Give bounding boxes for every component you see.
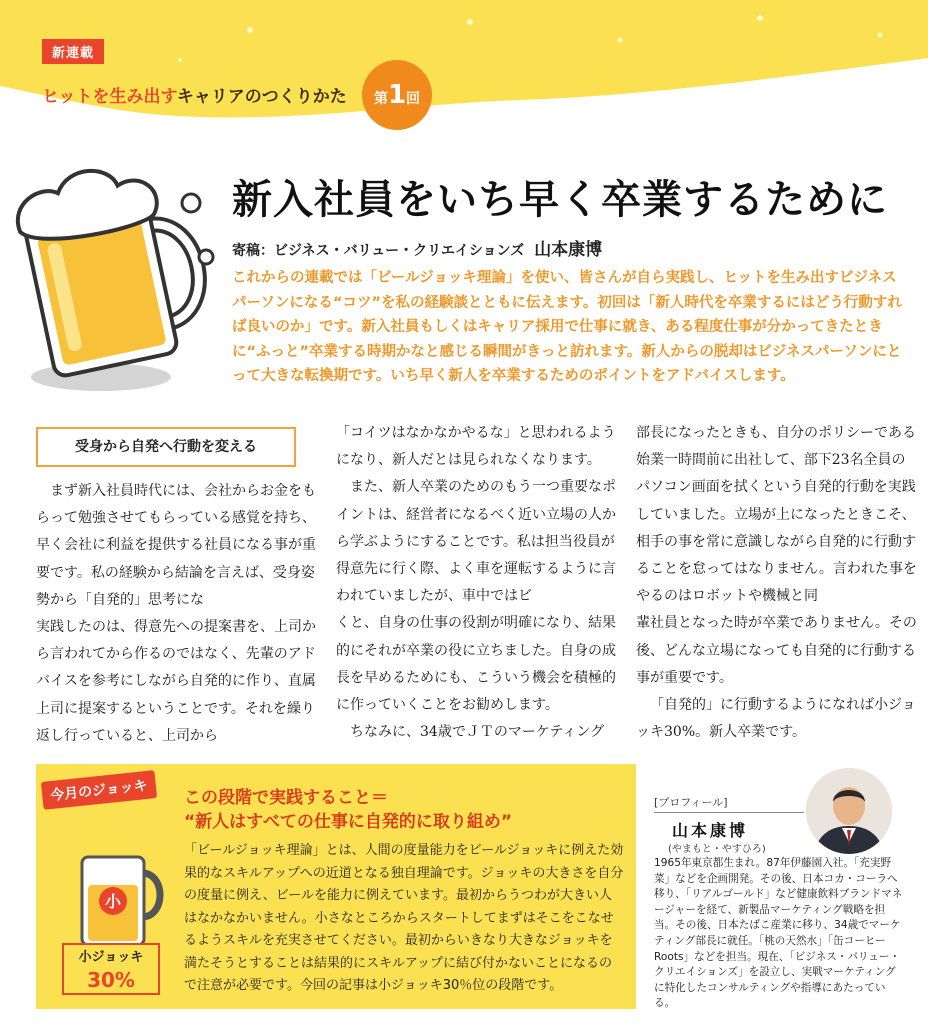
body-paragraph: まず新入社員時代には、会社からお金をもらって勉強させてもらっている感覚を持ち、早く会社に利益を提供する社員になる事が重要です。私の経験から結論を言えば、受身姿勢から「自発的」思考にな [36, 483, 316, 608]
issue-number-badge [362, 60, 432, 130]
lead-paragraph: これからの連載では「ビールジョッキ理論」を使い、皆さんが自ら実践し、ヒットを生み出すビジネスパーソンになる“コツ”を私の経験談とともに伝えます。初回は「新人時代を卒業するにはどう行動すれば良いのか」です。新入社員もしくはキャリア採用で仕事に就き、ある程度仕事が分かってきたときに“ふっと”卒業する時期かなと感じる瞬間がきっと訪れます。新人からの脱却はビジネスパーソンにとって大きな転換期です。いち早く新人を卒業するためのポイントをアドバイスします。 [232, 270, 902, 384]
jockey-heading [184, 786, 624, 834]
profile-reading: (やまもと・やすひろ) [668, 844, 766, 855]
beer-mug-illustration [6, 145, 221, 400]
profile-divider [654, 812, 804, 813]
issue-suffix: 回 [406, 91, 421, 107]
profile-label: [プロフィール] [654, 796, 728, 809]
series-title-highlight: ヒットを生み出す [42, 87, 177, 107]
issue-number: 1 [387, 80, 407, 110]
jockey-heading-line1: この段階で実践すること＝ [184, 788, 388, 808]
byline-label: 寄稿：ビジネス・バリュー・クリエイションズ [232, 243, 525, 259]
author-photo [806, 768, 892, 854]
article-title: 新入社員をいち早く卒業するために [232, 177, 888, 223]
body-paragraph: 実践したのは、得意先への提案書を、上司から言われてから作るのではなく、先輩のアドバイスを参考にしながら自発的に作り、直属上司に提案するということです。それを繰り返し行っていると、上司から [36, 619, 316, 744]
profile-name: 山本康博 [672, 821, 749, 840]
mug-emblem-text: 小 [104, 892, 122, 911]
body-paragraph: 部長になったときも、自分のポリシーである始業一時間前に出社して、部下23名全員のパソコン画面を拭くという自発的行動を実践していました。立場が上になったときこそ、相手の事を常に意識しながら自発的に行動することを怠ってはなりません。言われた事をやるのはロボットや機械と同 [636, 425, 917, 605]
body-column-3 [636, 420, 918, 746]
author-name: 山本康博 [534, 240, 603, 260]
mug-percent: 30% [87, 968, 135, 992]
body-paragraph: 「自発的」に行動するようになれば小ジョッキ30%。新人卒業です。 [636, 697, 916, 741]
body-column-2 [336, 420, 618, 746]
body-paragraph: くと、自身の仕事の役割が明確になり、結果的にそれが卒業の役に立ちました。自身の成長を早めるためにも、こういう機会を積極的に作っていくことをお勧めします。 [336, 615, 616, 714]
header-wave [0, 0, 928, 140]
series-badge: 新連載 [42, 39, 104, 64]
mug-label-text: 小ジョッキ [78, 950, 144, 965]
mug-size-label [62, 943, 160, 995]
profile-bio: 1965年東京都生まれ。87年伊藤園入社。「充実野菜」などを企画開発。その後、日本コカ・コーラへ移り、「リアルゴールド」など健康飲料ブランドマネージャーを経て、新製品マーケティング戦略を担当。その後、日本たばこ産業に移り、34歳でマーケティング部長に就任。「桃の天然水」「缶コーヒーRoots」などを担当。現在、「ビジネス・バリュー・クリエイションズ」を設立し、実戦マーケティングに特化したコンサルティングや指導にあたっている。 [654, 857, 903, 1010]
header-band [0, 0, 928, 140]
byline [232, 235, 602, 260]
body-paragraph: 輩社員となった時が卒業でありません。その後、どんな立場になっても自発的に行動する事が重要です。 [636, 615, 917, 686]
body-paragraph: 「コイツはなかなかやるな」と思われるようになり、新人だとは見られなくなります。 [336, 425, 616, 469]
jockey-heading-line2: “新人はすべての仕事に自発的に取り組め” [184, 812, 513, 832]
issue-prefix: 第 [373, 91, 388, 107]
series-title-rest: キャリアのつくりかた [176, 87, 347, 107]
jockey-body: 「ビールジョッキ理論」とは、人間の度量能力をビールジョッキに例えた効果的なスキルアップへの近道となる独自理論です。ジョッキの大きさを自分の度量に例え、ビールを能力に例えています。最初からうつわが大きい人はなかなかいません。小さなところからスタートしてまずはそこをこなせるようスキルを充実させてください。最初からいきなり大きなジョッキを満たそうとすることは結果的にスキルアップに結び付かないことになるので注意が必要です。今回の記事は小ジョッキ30％位の段階です。 [184, 843, 624, 993]
body-column-1 [36, 478, 318, 750]
section-subheading: 受身から自発へ行動を変える [36, 427, 296, 467]
jockey-tag: 今月のジョッキ [41, 770, 157, 810]
body-paragraph: ちなみに、34歳でＪＴのマーケティング [350, 724, 605, 741]
series-title [42, 82, 347, 107]
small-mug-icon [64, 835, 174, 950]
body-paragraph: また、新人卒業のためのもう一つ重要なポイントは、経営者になるべく近い立場の人から学ぶようにすることです。私は担当役員が得意先に行く際、よく車を運転するように言われていましたが、車中ではビ [336, 479, 616, 605]
